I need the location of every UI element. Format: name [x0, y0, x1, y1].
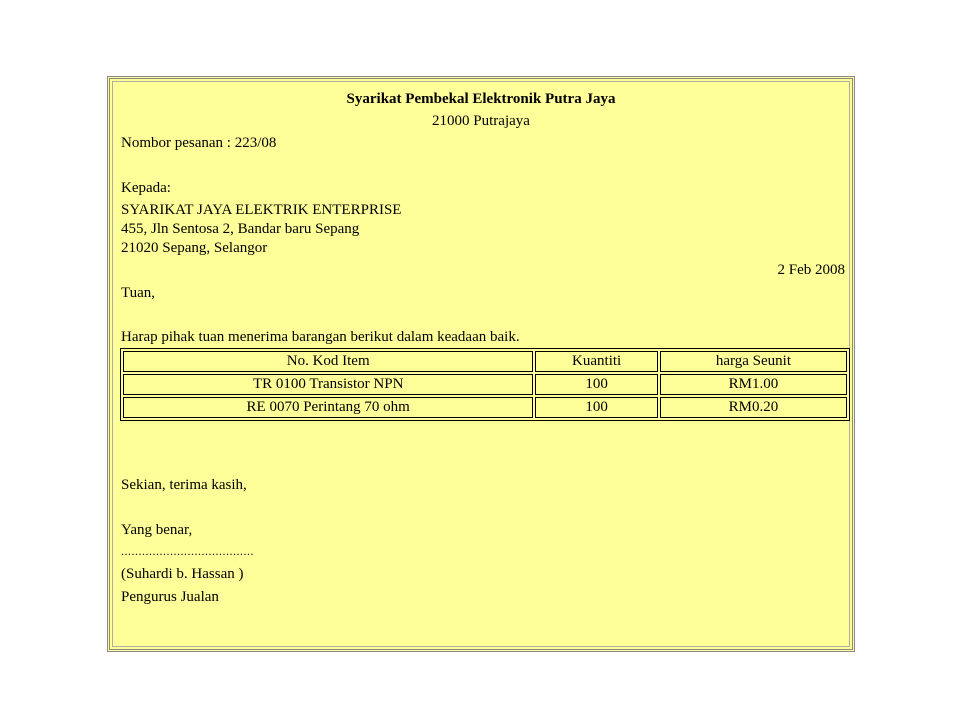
table-header-row [123, 351, 847, 372]
salutation: Tuan, [121, 285, 156, 301]
cell-price: RM1.00 [660, 374, 847, 395]
items-table [120, 348, 850, 421]
cell-item: RE 0070 Perintang 70 ohm [123, 397, 533, 418]
body-text: Harap pihak tuan menerima barangan berikut dalam keadaan baik. [121, 329, 520, 345]
cell-quantity: 100 [535, 374, 658, 395]
signer-name: (Suhardi b. Hassan ) [121, 566, 244, 582]
closing: Sekian, terima kasih, [121, 477, 247, 493]
signature-line: ...................................... [121, 544, 254, 558]
letter-body [112, 81, 850, 647]
cell-quantity: 100 [535, 397, 658, 418]
recipient-address-line2: 21020 Sepang, Selangor [121, 240, 268, 256]
recipient-label: Kepada: [121, 180, 171, 196]
header-unit-price: harga Seunit [660, 351, 847, 372]
table-row [123, 374, 847, 395]
company-address: 21000 Putrajaya [432, 113, 530, 129]
header-item-code: No. Kod Item [123, 351, 533, 372]
letter-frame [107, 76, 855, 652]
table-row [123, 397, 847, 418]
cell-item: TR 0100 Transistor NPN [123, 374, 533, 395]
recipient-name: SYARIKAT JAYA ELEKTRIK ENTERPRISE [121, 202, 402, 218]
recipient-address-line1: 455, Jln Sentosa 2, Bandar baru Sepang [121, 221, 360, 237]
company-name: Syarikat Pembekal Elektronik Putra Jaya [346, 91, 616, 107]
signer-title: Pengurus Jualan [121, 589, 219, 605]
header-quantity: Kuantiti [535, 351, 658, 372]
letter-date: 2 Feb 2008 [777, 262, 845, 278]
order-number: Nombor pesanan : 223/08 [121, 135, 277, 151]
sign-off: Yang benar, [121, 522, 193, 538]
cell-price: RM0.20 [660, 397, 847, 418]
